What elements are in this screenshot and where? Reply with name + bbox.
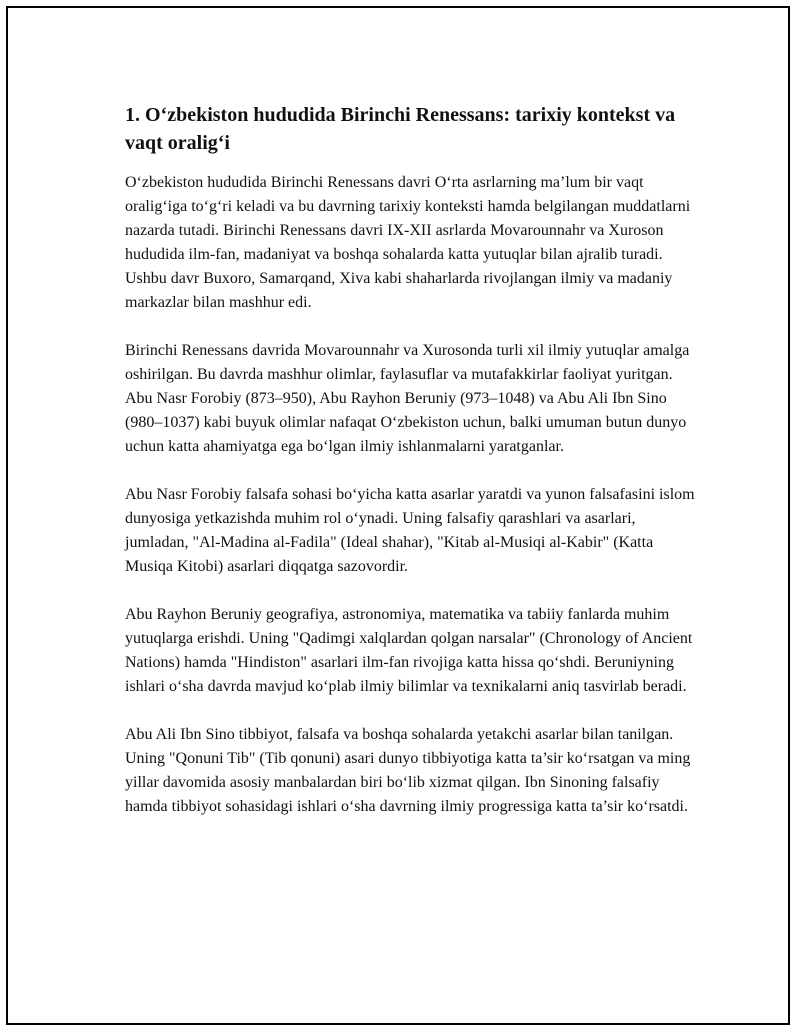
paragraph-scholars: Birinchi Renessans davrida Movarounnahr va Xurosonda turli xil ilmiy yutuqlar amalga oshirilgan. Bu davrda mashhur olimlar, faylasuflar va mutafakkirlar faoliyat yuritgan. Abu Nasr Forobiy (873–950), Abu Rayhon Beruniy (973–1048) va Abu Ali Ibn Sino (980–1037) kabi buyuk olimlar nafaqat O‘zbekiston uchun, balki umuman butun dunyo uchun katta ahamiyatga ega bo‘lgan ilmiy ishlanmalarni yaratganlar.: [125, 342, 690, 455]
paragraph-farabi: Abu Nasr Forobiy falsafa sohasi bo‘yicha katta asarlar yaratdi va yunon falsafasini islom dunyosiga yetkazishda muhim rol o‘ynadi. Uning falsafiy qarashlari va asarlari, jumladan, "Al-Madina al-Fadila" (Ideal shahar), "Kitab al-Musiqi al-Kabir" (Katta Musiqa Kitobi) asarlari diqqatga sazovordir.: [125, 486, 695, 575]
paragraph-intro: O‘zbekiston hududida Birinchi Renessans davri O‘rta asrlarning ma’lum bir vaqt oralig‘iga to‘g‘ri keladi va bu davrning tarixiy konteksti hamda belgilangan muddatlarni nazarda tutadi. Birinchi Renessans davri IX-XII asrlarda Movarounnahr va Xuroson hududida ilm-fan, madaniyat va boshqa sohalarda katta yutuqlar bilan ajralib turadi. Ushbu davr Buxoro, Samarqand, Xiva kabi shaharlarda rivojlangan ilmiy va madaniy markazlar bilan mashhur edi.: [125, 174, 691, 311]
paragraph-ibn-sino: Abu Ali Ibn Sino tibbiyot, falsafa va boshqa sohalarda yetakchi asarlar bilan tanilgan. Uning "Qonuni Tib" (Tib qonuni) asari dunyo tibbiyotiga katta ta’sir ko‘rsatgan va ming yillar davomida asosiy manbalardan biri bo‘lib xizmat qilgan. Ibn Sinoning falsafiy hamda tibbiyot sohasidagi ishlari o‘sha davrning ilmiy progressiga katta ta’sir ko‘rsatdi.: [125, 726, 691, 815]
page-frame: [6, 6, 790, 1025]
paragraph-beruni: Abu Rayhon Beruniy geografiya, astronomiya, matematika va tabiiy fanlarda muhim yutuqlarga erishdi. Uning "Qadimgi xalqlardan qolgan narsalar" (Chronology of Ancient Nations) hamda "Hindiston" asarlari ilm-fan rivojiga katta hissa qo‘shdi. Beruniyning ishlari o‘sha davrda mavjud ko‘plab ilmiy bilimlar va texnikalarni aniq tasvirlab beradi.: [125, 606, 693, 695]
document-body: [125, 101, 695, 843]
section-heading: 1. O‘zbekiston hududida Birinchi Renessans: tarixiy kontekst va vaqt oralig‘i: [125, 104, 676, 154]
